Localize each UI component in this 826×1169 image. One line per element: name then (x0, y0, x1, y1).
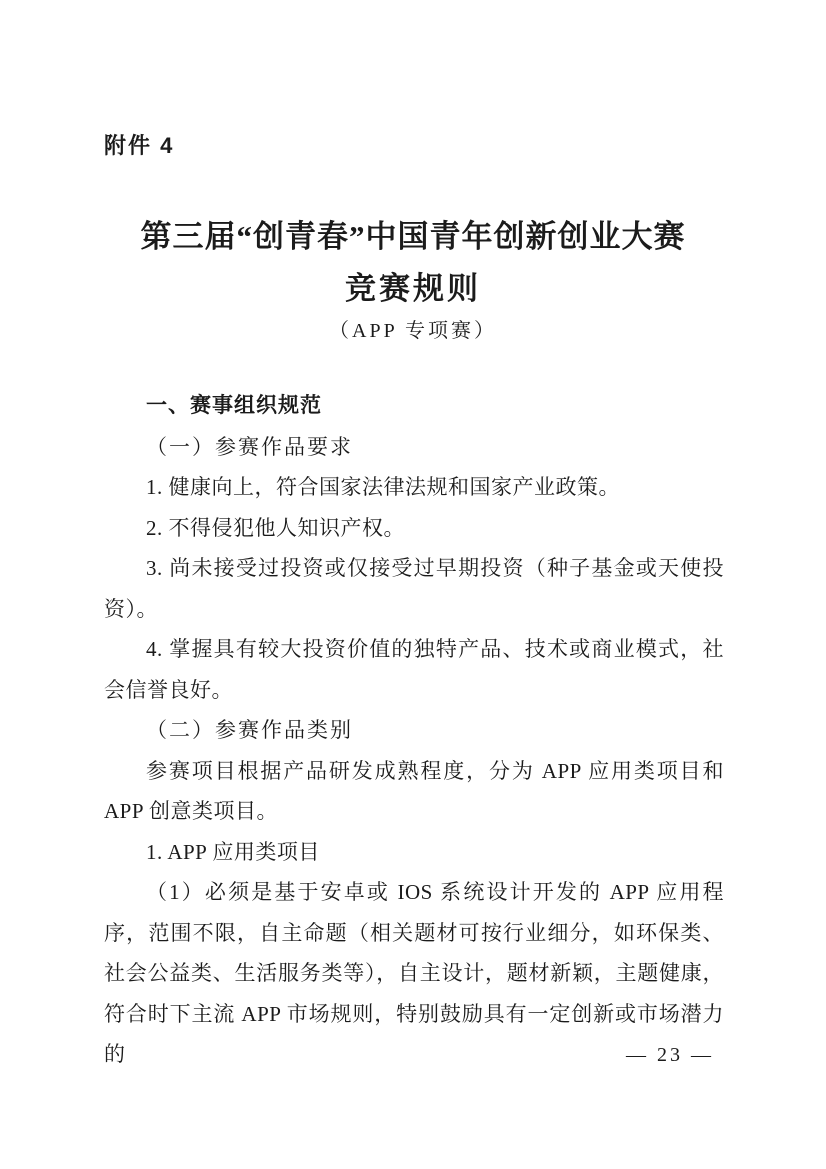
document-body (104, 386, 724, 1075)
page-number: — 23 — (626, 1044, 714, 1066)
doc-title-line2: 竞赛规则 (345, 271, 481, 306)
paragraph-category: 参赛项目根据产品研发成熟程度，分为 APP 应用类项目和 APP 创意类项目。 (104, 758, 724, 823)
sub-heading-2: （二）参赛作品类别 (146, 718, 353, 742)
paragraph-app-type: 1. APP 应用类项目 (146, 839, 320, 864)
paragraph-item-2: 2. 不得侵犯他人知识产权。 (146, 515, 405, 540)
attachment-label: 附件 4 (104, 133, 175, 158)
paragraph-app-detail: （1）必须是基于安卓或 IOS 系统设计开发的 APP 应用程序，范围不限，自主命题（相关题材可按行业细分，如环保类、社会公益类、生活服务类等），自主设计，题材新颖，主题健康，符合时下主流 APP 市场规则，特别鼓励具有一定创新或市场潜力的 (104, 880, 724, 1066)
paragraph-item-1: 1. 健康向上，符合国家法律法规和国家产业政策。 (146, 475, 620, 499)
paragraph-item-4: 4. 掌握具有较大投资价值的独特产品、技术或商业模式，社会信誉良好。 (104, 637, 724, 702)
paragraph-item-3: 3. 尚未接受过投资或仅接受过早期投资（种子基金或天使投资）。 (104, 556, 724, 621)
doc-subtitle: （APP 专项赛） (329, 320, 497, 342)
doc-title-line1: 第三届“创青春”中国青年创新创业大赛 (140, 219, 686, 254)
sub-heading-1: （一）参赛作品要求 (146, 434, 353, 459)
section-heading: 一、赛事组织规范 (146, 394, 322, 417)
